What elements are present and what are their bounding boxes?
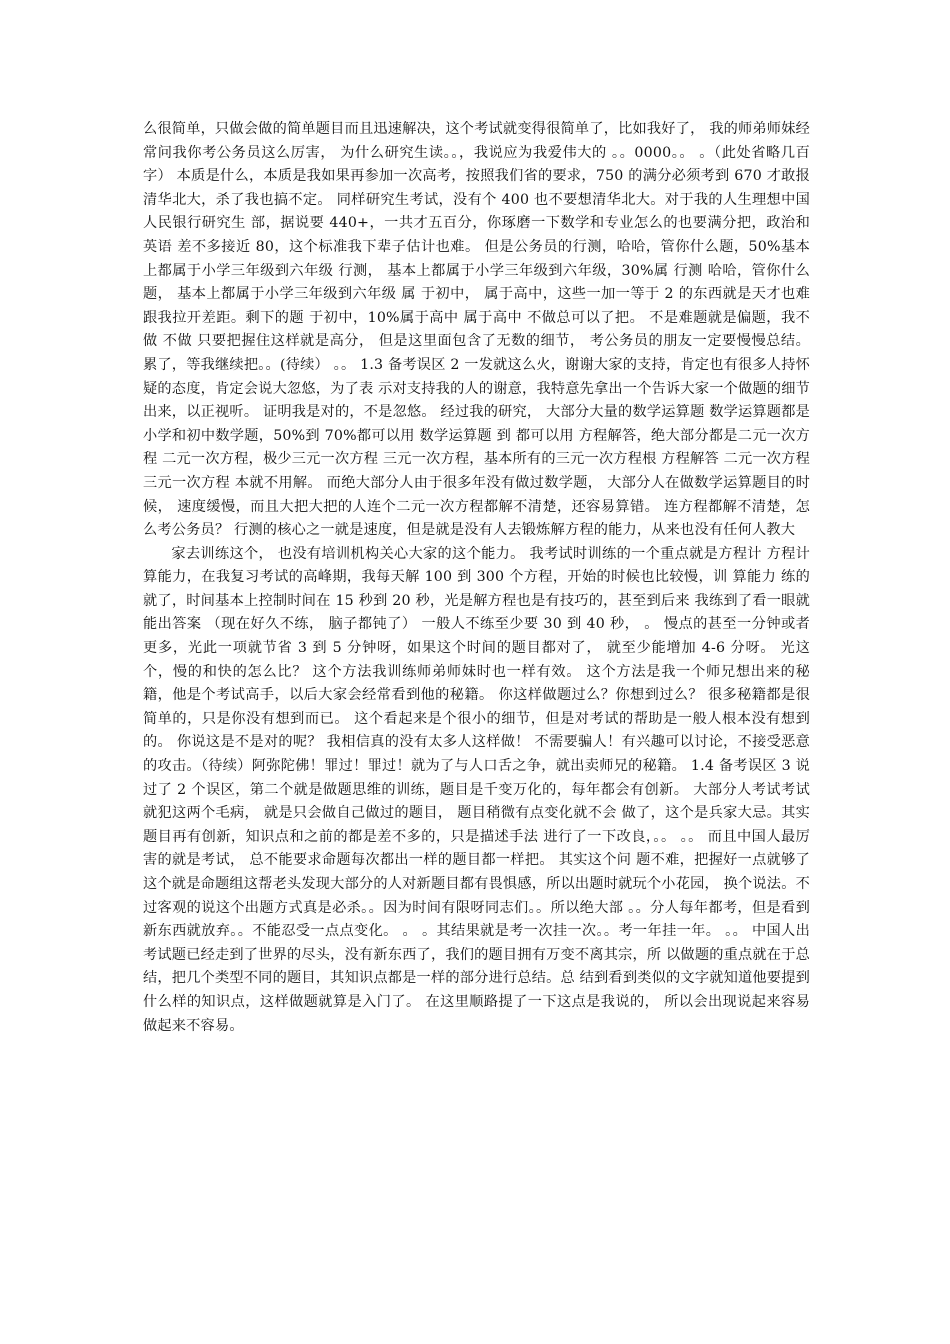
paragraph-2: 家去训练这个， 也没有培训机构关心大家的这个能力。 我考试时训练的一个重点就是方程计 方程计 算能力，在我复习考试的高峰期，我每天解 100 到 300 个方程，开始的时候也比较慢，训 算能力 练的就了，时间基本上控制时间在 15 秒到 20 秒，光是解方程也是有技巧的，甚至到后来 我练到了看一眼就能出答案 （现在好久不练， 脑子都钝了） 一般人不练至少要 30 到 40 秒， 。 慢点的甚至一分钟或者更多，光此一项就节省 3 到 5 分钟呀，如果这个时间的题目都对了， 就至少能增加 4-6 分呀。 光这个，慢的和快的怎么比？ 这个方法我训练师弟师妹时也一样有效。 这个方法是我一个师兄想出来的秘籍，他是个考试高手，以后大家会经常看到他的秘籍。 你这样做题过么？你想到过么？ 很多秘籍都是很简单的，只是你没有想到而已。 这个看起来是个很小的细节，但是对考试的帮助是一般人根本没有想到的。 你说这是不是对的呢？ 我相信真的没有太多人这样做！ 不需要骗人！有兴趣可以讨论，不接受恶意的攻击。（待续）阿弥陀佛！罪过！罪过！就为了与人口舌之争，就出卖师兄的秘籍。 1.4 备考误区 3 说过了 2 个误区，第二个就是做题思维的训练，题目是千变万化的，每年都会有创新。 大部分人考试考试就犯这两个毛病， 就是只会做自己做过的题目， 题目稍微有点变化就不会 做了，这个是兵家大忌。其实题目再有创新，知识点和之前的都是差不多的，只是描述手法 进行了一下改良，。。 。。 而且中国人最厉害的就是考试， 总不能要求命题每次都出一样的题目都一样把。 其实这个问 题不难，把握好一点就够了 这个就是命题组这帮老头发现大部分的人对新题目都有畏惧感，所以出题时就玩个小花园， 换个说法。不过客观的说这个出题方式真是必杀。。因为时间有限呀同志们。。所以绝大部 。。分人每年都考，但是看到新东西就放弃。。不能忍受一点点变化。 。 。其结果就是考一次挂一次。。考一年挂一年。 。。 中国人出考试题已经走到了世界的尽头，没有新东西了，我们的题目拥有万变不离其宗，所 以做题的重点就在于总结，把几个类型不同的题目，其知识点都是一样的部分进行总结。总 结到看到类似的文字就知道他要提到什么样的知识点，这样做题就算是入门了。 在这里顺路提了一下这点是我说的， 所以会出现说起来容易做起来不容易。 bbox=[143, 545, 810, 1034]
paragraph-1: 么很简单，只做会做的简单题目而且迅速解决，这个考试就变得很简单了，比如我好了， 我的师弟师妹经常问我你考公务员这么厉害， 为什么研究生读。。，我说应为我爱伟大的 。。0000。。 。（此处省略几百字） 本质是什么，本质是我如果再参加一次高考，按照我们省的要求，750 的满分必须考到 670 才敢报清华北大，杀了我也搞不定。 同样研究生考试，没有个 400 也不要想清华北大。对于我的人生理想中国人民银行研究生 部，据说要 440+，一共才五百分，你琢磨一下数学和专业怎么的也要满分把，政治和英语 差不多接近 80，这个标准我下辈子估计也难。 但是公务员的行测，哈哈，管你什么题，50%基本上都属于小学三年级到六年级 行测， 基本上都属于小学三年级到六年级，30%属 行测 哈哈，管你什么题， 基本上都属于小学三年级到六年级 属 于初中， 属于高中，这些一加一等于 2 的东西就是天才也难跟我拉开差距。剩下的题 于初中，10%属于高中 属于高中 不做总可以了把。 不是难题就是偏题，我不做 不做 只要把握住这样就是高分， 但是这里面包含了无数的细节， 考公务员的朋友一定要慢慢总结。 累了，等我继续把。。(待续） 。。 1.3 备考误区 2 一发就这么火，谢谢大家的支持，肯定也有很多人持怀疑的态度，肯定会说大忽悠，为了表 示对支持我的人的谢意，我特意先拿出一个告诉大家一个做题的细节出来，以正视听。 证明我是对的，不是忽悠。 经过我的研究， 大部分大量的数学运算题 数学运算题都是小学和初中数学题，50%到 70%都可以用 数学运算题 到 都可以用 方程解答，绝大部分都是二元一次方程 二元一次方程，极少三元一次方程 三元一次方程，基本所有的三元一次方程根 方程解答 二元一次方程 三元一次方程 本就不用解。 而绝大部分人由于很多年没有做过数学题， 大部分人在做数学运算题目的时候， 速度缓慢，而且大把大把的人连个二元一次方程都解不清楚，还容易算错。 连方程都解不清楚，怎么考公务员？ 行测的核心之一就是速度，但是就是没有人去锻炼解方程的能力，从来也没有任何人教大 bbox=[143, 121, 810, 539]
document-body bbox=[143, 118, 810, 1038]
